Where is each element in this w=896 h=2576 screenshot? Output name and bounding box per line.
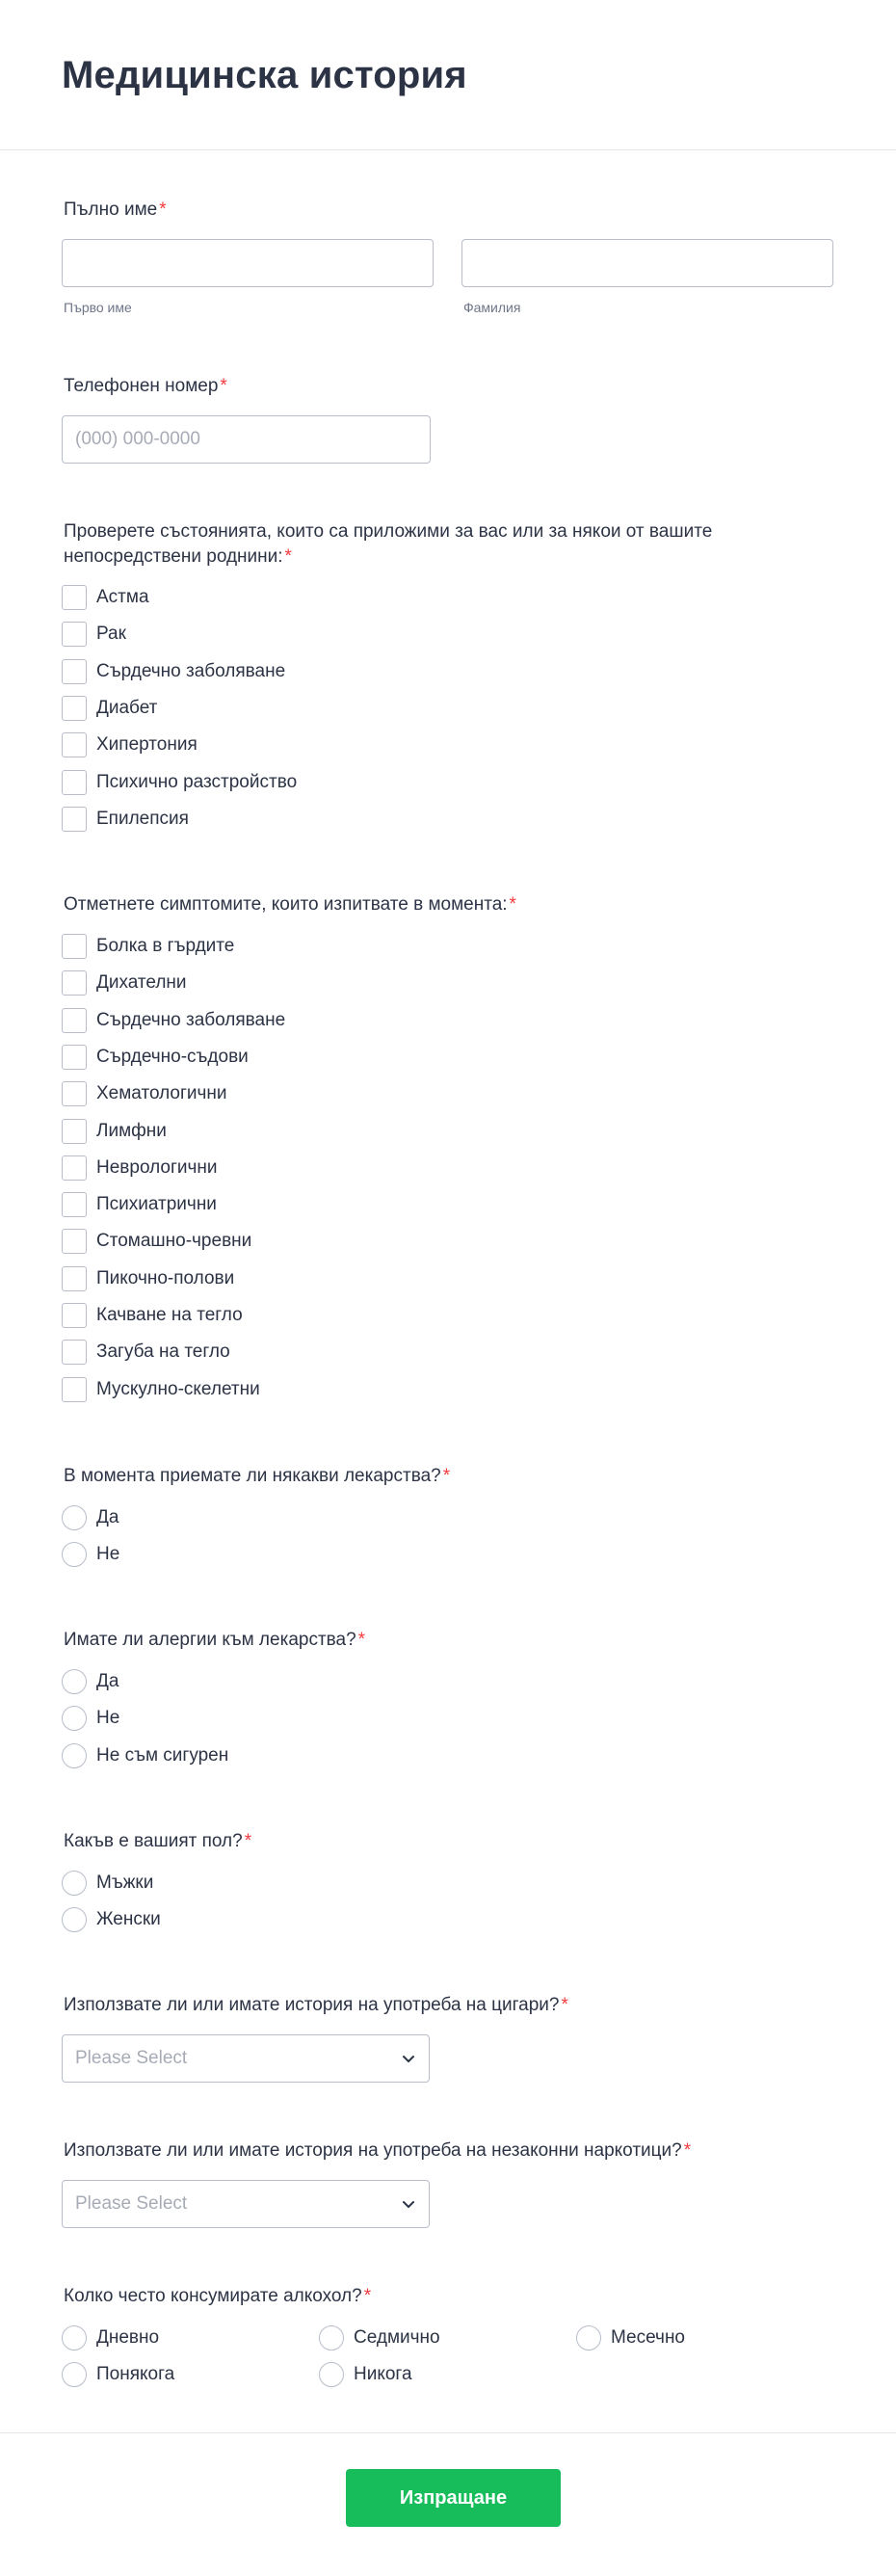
checkbox[interactable] bbox=[62, 659, 87, 684]
gender-question bbox=[64, 1829, 834, 1854]
checkbox[interactable] bbox=[62, 1340, 87, 1365]
symptoms-option-5[interactable] bbox=[62, 1119, 167, 1144]
symptoms-question bbox=[64, 892, 834, 917]
checkbox[interactable] bbox=[62, 732, 87, 757]
allergies-option-0[interactable] bbox=[62, 1669, 119, 1694]
cigarettes-label: Използвате ли или имате история на употреба на цигари? bbox=[64, 1995, 560, 2015]
alcohol-option-label: Седмично bbox=[354, 2327, 440, 2348]
conditions-option-0[interactable] bbox=[62, 585, 149, 610]
checkbox[interactable] bbox=[62, 1192, 87, 1217]
alcohol-label: Колко често консумирате алкохол? bbox=[64, 2286, 362, 2306]
symptoms-option-label: Сърдечно-съдови bbox=[96, 1046, 249, 1067]
conditions-option-label: Епилепсия bbox=[96, 808, 189, 829]
symptoms-option-6[interactable] bbox=[62, 1155, 218, 1181]
gender-option-0[interactable] bbox=[62, 1871, 153, 1896]
checkbox[interactable] bbox=[62, 1377, 87, 1402]
symptoms-option-label: Болка в гърдите bbox=[96, 936, 235, 956]
drugs-label: Използвате ли или имате история на употреба на незаконни наркотици? bbox=[64, 2140, 682, 2161]
gender-option-1[interactable] bbox=[62, 1907, 161, 1932]
required-mark: * bbox=[442, 1466, 451, 1486]
symptoms-option-0[interactable] bbox=[62, 934, 234, 959]
radio-button[interactable] bbox=[576, 2325, 601, 2350]
required-mark: * bbox=[220, 376, 227, 396]
cigarettes-question bbox=[64, 1993, 834, 2018]
medications-option-label: Не bbox=[96, 1544, 120, 1565]
checkbox[interactable] bbox=[62, 1045, 87, 1070]
radio-button[interactable] bbox=[62, 1505, 87, 1530]
radio-button[interactable] bbox=[62, 1542, 87, 1567]
allergies-option-1[interactable] bbox=[62, 1706, 119, 1731]
symptoms-option-label: Стомашно-чревни bbox=[96, 1231, 252, 1252]
symptoms-option-label: Качване на тегло bbox=[96, 1305, 243, 1325]
checkbox[interactable] bbox=[62, 770, 87, 795]
radio-button[interactable] bbox=[62, 2325, 87, 2350]
alcohol-option-2[interactable] bbox=[576, 2325, 685, 2350]
drugs-select-value: Please Select bbox=[75, 2193, 188, 2214]
checkbox[interactable] bbox=[62, 622, 87, 647]
symptoms-option-2[interactable] bbox=[62, 1008, 285, 1033]
symptoms-label: Отметнете симптомите, които изпитвате в момента: bbox=[64, 894, 508, 915]
form-header bbox=[0, 0, 896, 150]
conditions-option-label: Диабет bbox=[96, 697, 158, 718]
checkbox[interactable] bbox=[62, 1303, 87, 1328]
alcohol-option-label: Понякога bbox=[96, 2364, 175, 2385]
conditions-option-6[interactable] bbox=[62, 807, 189, 832]
required-mark: * bbox=[561, 1995, 568, 2015]
cigarettes-select[interactable] bbox=[62, 2034, 430, 2083]
phone-input[interactable] bbox=[62, 415, 431, 464]
checkbox[interactable] bbox=[62, 1266, 87, 1291]
checkbox[interactable] bbox=[62, 1155, 87, 1181]
allergies-question bbox=[64, 1628, 834, 1653]
required-mark: * bbox=[159, 199, 167, 220]
radio-button[interactable] bbox=[319, 2325, 344, 2350]
symptoms-option-10[interactable] bbox=[62, 1303, 243, 1328]
required-mark: * bbox=[509, 894, 516, 915]
radio-button[interactable] bbox=[319, 2362, 344, 2387]
required-mark: * bbox=[357, 1630, 366, 1650]
radio-button[interactable] bbox=[62, 1743, 87, 1768]
checkbox[interactable] bbox=[62, 934, 87, 959]
symptoms-option-label: Сърдечно заболяване bbox=[96, 1009, 286, 1030]
allergies-option-label: Да bbox=[96, 1671, 119, 1691]
radio-button[interactable] bbox=[62, 1706, 87, 1731]
symptoms-option-12[interactable] bbox=[62, 1377, 260, 1402]
symptoms-option-label: Дихателни bbox=[96, 972, 187, 994]
conditions-question bbox=[64, 519, 819, 570]
drugs-select[interactable] bbox=[62, 2180, 430, 2228]
checkbox[interactable] bbox=[62, 970, 87, 996]
chevron-down-icon bbox=[401, 2196, 416, 2212]
cigarettes-select-value: Please Select bbox=[75, 2048, 188, 2068]
checkbox[interactable] bbox=[62, 585, 87, 610]
conditions-option-label: Хипертония bbox=[96, 734, 198, 756]
symptoms-option-3[interactable] bbox=[62, 1045, 249, 1070]
required-mark: * bbox=[284, 546, 292, 567]
conditions-option-5[interactable] bbox=[62, 770, 297, 795]
gender-label: Какъв е вашият пол? bbox=[64, 1831, 243, 1851]
gender-option-label: Мъжки bbox=[96, 1872, 154, 1893]
conditions-option-4[interactable] bbox=[62, 732, 198, 757]
symptoms-option-7[interactable] bbox=[62, 1192, 217, 1217]
medications-label: В момента приемате ли някакви лекарства? bbox=[64, 1466, 441, 1486]
alcohol-option-4[interactable] bbox=[319, 2362, 412, 2387]
radio-button[interactable] bbox=[62, 1871, 87, 1896]
radio-button[interactable] bbox=[62, 1907, 87, 1932]
symptoms-option-1[interactable] bbox=[62, 970, 187, 996]
allergies-option-label: Не bbox=[96, 1708, 120, 1729]
required-mark: * bbox=[244, 1831, 252, 1851]
first-name-sublabel: Първо име bbox=[64, 300, 132, 315]
checkbox[interactable] bbox=[62, 1008, 87, 1033]
required-mark: * bbox=[683, 2140, 692, 2161]
alcohol-option-3[interactable] bbox=[62, 2362, 174, 2387]
symptoms-option-label: Психиатрични bbox=[96, 1194, 217, 1215]
checkbox[interactable] bbox=[62, 807, 87, 832]
chevron-down-icon bbox=[401, 2051, 416, 2066]
allergies-option-2[interactable] bbox=[62, 1743, 228, 1768]
last-name-input[interactable] bbox=[461, 239, 833, 287]
medications-option-0[interactable] bbox=[62, 1505, 119, 1530]
symptoms-option-label: Лимфни bbox=[96, 1120, 167, 1141]
symptoms-option-8[interactable] bbox=[62, 1229, 251, 1254]
alcohol-option-1[interactable] bbox=[319, 2325, 440, 2350]
gender-option-label: Женски bbox=[96, 1909, 161, 1930]
conditions-option-3[interactable] bbox=[62, 696, 157, 721]
conditions-option-label: Астма bbox=[96, 587, 149, 607]
symptoms-option-label: Хематологични bbox=[96, 1083, 227, 1104]
conditions-option-label: Сърдечно заболяване bbox=[96, 660, 286, 681]
conditions-label: Проверете състоянията, които са приложими за вас или за някои от вашите непосредствени роднини: bbox=[64, 521, 713, 567]
alcohol-option-0[interactable] bbox=[62, 2325, 159, 2350]
symptoms-option-4[interactable] bbox=[62, 1081, 227, 1106]
radio-button[interactable] bbox=[62, 2362, 87, 2387]
alcohol-question bbox=[64, 2284, 834, 2309]
last-name-sublabel: Фамилия bbox=[463, 300, 521, 315]
conditions-option-label: Рак bbox=[96, 624, 126, 645]
submit-button[interactable]: Изпращане bbox=[346, 2469, 561, 2527]
symptoms-option-label: Неврологични bbox=[96, 1156, 218, 1178]
conditions-option-1[interactable] bbox=[62, 622, 126, 647]
checkbox[interactable] bbox=[62, 1119, 87, 1144]
conditions-option-label: Психично разстройство bbox=[96, 771, 298, 792]
medications-question bbox=[64, 1464, 834, 1489]
checkbox[interactable] bbox=[62, 696, 87, 721]
alcohol-option-label: Месечно bbox=[611, 2327, 686, 2348]
full-name-label: Пълно име bbox=[64, 199, 158, 220]
medications-option-1[interactable] bbox=[62, 1542, 119, 1567]
symptoms-option-11[interactable] bbox=[62, 1340, 230, 1365]
checkbox[interactable] bbox=[62, 1229, 87, 1254]
required-mark: * bbox=[363, 2286, 372, 2306]
medications-option-label: Да bbox=[96, 1507, 119, 1527]
full-name-question bbox=[64, 198, 834, 223]
checkbox[interactable] bbox=[62, 1081, 87, 1106]
symptoms-option-label: Пикочно-полови bbox=[96, 1267, 235, 1288]
phone-question bbox=[64, 374, 834, 399]
alcohol-option-label: Дневно bbox=[96, 2327, 160, 2348]
allergies-option-label: Не съм сигурен bbox=[96, 1744, 229, 1766]
drugs-question bbox=[64, 2138, 834, 2164]
form-footer bbox=[0, 2432, 896, 2576]
alcohol-option-label: Никога bbox=[354, 2364, 412, 2385]
radio-button[interactable] bbox=[62, 1669, 87, 1694]
symptoms-option-label: Мускулно-скелетни bbox=[96, 1378, 260, 1399]
symptoms-option-label: Загуба на тегло bbox=[96, 1341, 230, 1363]
allergies-label: Имате ли алергии към лекарства? bbox=[64, 1630, 356, 1650]
first-name-input[interactable] bbox=[62, 239, 434, 287]
form-title: Медицинска история bbox=[62, 54, 467, 96]
symptoms-option-9[interactable] bbox=[62, 1266, 234, 1291]
phone-label: Телефонен номер bbox=[64, 376, 219, 396]
conditions-option-2[interactable] bbox=[62, 659, 285, 684]
